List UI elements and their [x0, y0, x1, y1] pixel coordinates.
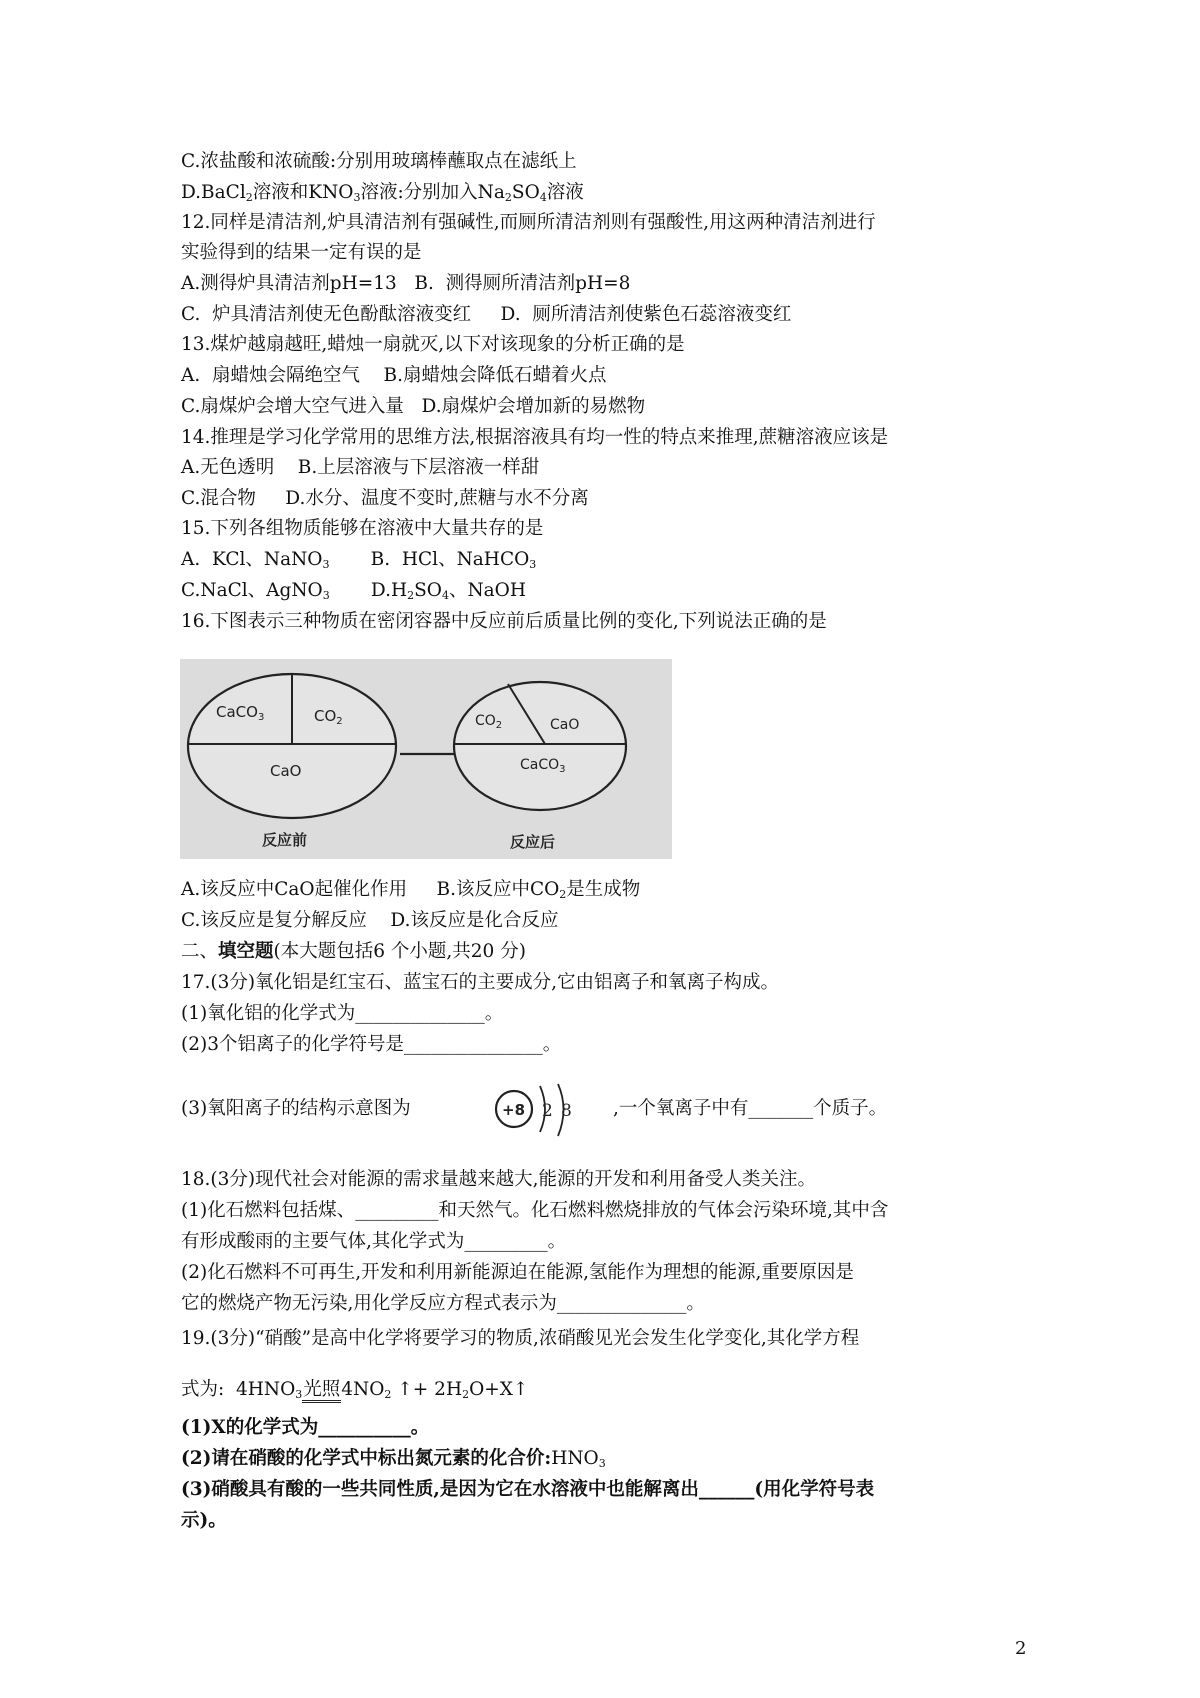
question-19-part-2: (2)请在硝酸的化学式中标出氮元素的化合价$:HNO_3$ — [181, 1448, 606, 1470]
question-19-part-3: (3)硝酸具有酸的一些共同性质,是因为它在水溶液中也能解离出______(用化学符号表 — [181, 1479, 875, 1500]
option-11c: C.浓盐酸和浓硫酸:分别用玻璃棒蘸取点在滤纸上 — [181, 151, 577, 172]
question-16-options-cd: C.该反应是复分解反应 D.该反应是化合反应 — [181, 910, 559, 931]
question-13-options-ab: A. 扇蜡烛会隔绝空气 B.扇蜡烛会降低石蜡着火点 — [181, 365, 607, 386]
question-14-options-ab: A.无色透明 B.上层溶液与下层溶液一样甜 — [181, 457, 540, 478]
question-13-stem: 13.煤炉越扇越旺,蜡烛一扇就灭,以下对该现象的分析正确的是 — [181, 334, 685, 355]
question-17-part-2: (2)3个铝离子的化学符号是_______________。 — [181, 1034, 562, 1055]
question-19-part-1: (1)X的化学式为__________。 — [181, 1417, 430, 1438]
question-19-stem: 19.(3分)“硝酸”是高中化学将要学习的物质,浓硝酸见光会发生化学变化,其化学方程 — [181, 1328, 860, 1349]
question-13-options-cd: C.扇煤炉会增大空气进入量 D.扇煤炉会增加新的易燃物 — [181, 396, 646, 417]
before-label-co2: $CO_2$ — [314, 707, 343, 727]
after-pie-circle — [454, 682, 626, 810]
shell-1-electrons: 2 — [542, 1101, 553, 1121]
question-15-options-ab: A. KCl、NaNO$_3$ B. HCl、NaHCO$_3$ — [181, 549, 537, 571]
question-17-stem: 17.(3分)氧化铝是红宝石、蓝宝石的主要成分,它由铝离子和氧离子构成。 — [181, 972, 780, 993]
caption-after: 反应后 — [510, 833, 556, 851]
oxygen-ion-structure-diagram — [490, 1080, 585, 1150]
question-12-stem: 12.同样是清洁剂,炉具清洁剂有强碱性,而厕所清洁剂则有强酸性,用这两种清洁剂进行 — [181, 212, 876, 233]
question-12-options-ab: A.测得炉具清洁剂pH=13 B. 测得厕所清洁剂pH=8 — [181, 273, 631, 294]
question-15-options-cd: C.NaCl、AgNO$_3$ $D.H_2SO_4$、NaOH — [181, 580, 526, 602]
before-label-cao: CaO — [270, 762, 302, 780]
question-17-part-1: (1)氧化铝的化学式为______________。 — [181, 1003, 504, 1024]
question-18-part-1: (1)化石燃料包括煤、_________和天然气。化石燃料燃烧排放的气体会污染环境,其中含 — [181, 1200, 889, 1221]
question-14-stem: 14.推理是学习化学常用的思维方法,根据溶液具有均一性的特点来推理,蔗糖溶液应该是 — [181, 427, 889, 448]
reaction-pie-svg — [180, 659, 672, 859]
question-14-options-cd: C.混合物 D.水分、温度不变时,蔗糖与水不分离 — [181, 488, 589, 509]
question-19-part-3-cont: 示)。 — [181, 1510, 227, 1531]
after-label-cao: CaO — [550, 717, 580, 733]
before-label-caco3: CaCO$_3$ — [216, 703, 265, 723]
question-18-stem: 18.(3分)现代社会对能源的需求量越来越大,能源的开发和利用备受人类关注。 — [181, 1169, 817, 1190]
after-label-caco3: CaCO$_3$ — [520, 757, 566, 775]
question-17-part-3-label: (3)氧阳离子的结构示意图为 — [181, 1098, 411, 1119]
question-16-options-ab: A.该反应中CaO起催化作用 B.该反应中$CO_2$是生成物 — [181, 879, 641, 901]
shell-2-electrons: 8 — [561, 1101, 572, 1121]
section-heading: 二、填空题(本大题包括6 个小题,共20 分) — [181, 941, 526, 962]
question-19-equation: 式为: $4HNO_3$光照$4NO_2$ ↑+ $2H_2O+X↑$ — [181, 1379, 529, 1401]
question-12-options-cd: C. 炉具清洁剂使无色酚酞溶液变红 D. 厕所清洁剂使紫色石蕊溶液变红 — [181, 304, 792, 325]
option-11d: D.BaCl$_2$溶液和$KNO_3$溶液:分别加入$Na_2SO_4$溶液 — [181, 182, 584, 204]
reaction-pie-figure — [180, 659, 672, 859]
question-18-part-1-cont: 有形成酸雨的主要气体,其化学式为_________。 — [181, 1231, 567, 1252]
question-16-stem: 16.下图表示三种物质在密闭容器中反应前后质量比例的变化,下列说法正确的是 — [181, 611, 827, 632]
question-18-part-2-cont: 它的燃烧产物无污染,用化学反应方程式表示为______________。 — [181, 1293, 705, 1314]
question-17-part-3-tail: ,一个氧离子中有_______个质子。 — [613, 1098, 888, 1119]
nucleus-charge: +8 — [502, 1101, 526, 1119]
after-label-co2: $CO_2$ — [475, 713, 503, 731]
caption-before: 反应前 — [262, 831, 308, 849]
question-18-part-2: (2)化石燃料不可再生,开发和利用新能源迫在能源,氢能作为理想的能源,重要原因是 — [181, 1262, 854, 1283]
page-number: 2 — [1015, 1638, 1027, 1659]
question-12-stem-cont: 实验得到的结果一定有误的是 — [181, 242, 422, 263]
question-15-stem: 15.下列各组物质能够在溶液中大量共存的是 — [181, 518, 544, 539]
